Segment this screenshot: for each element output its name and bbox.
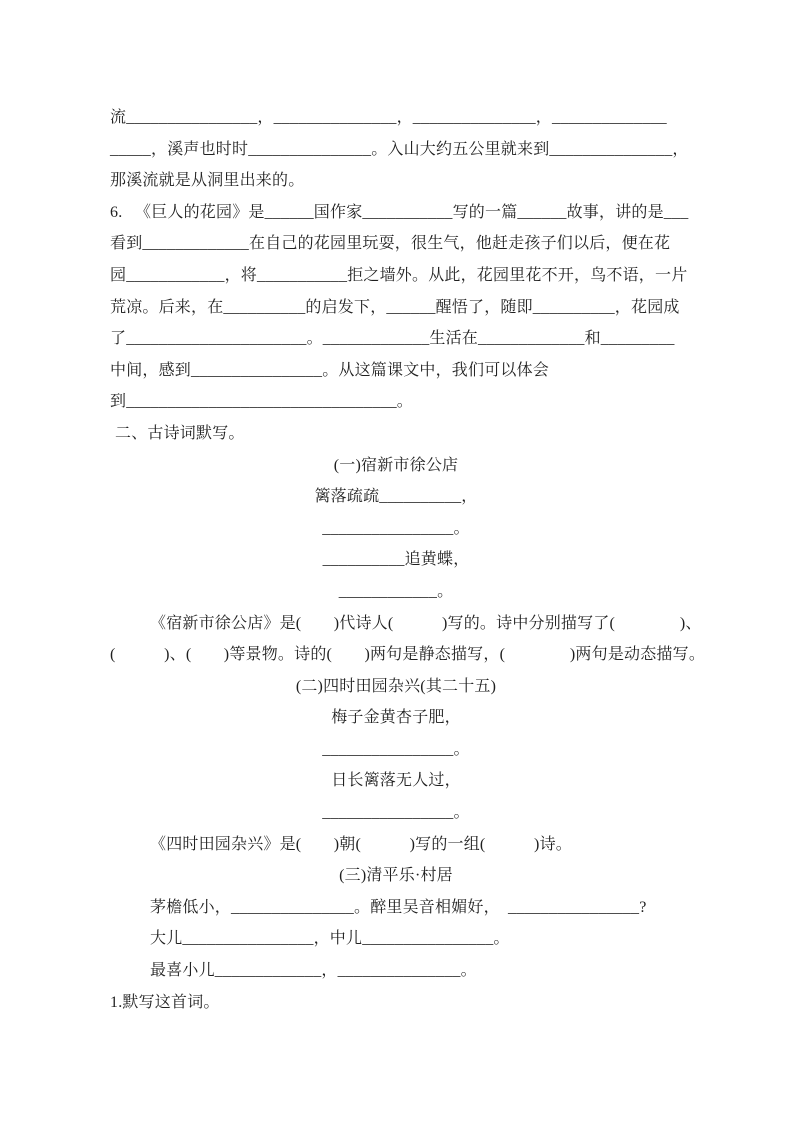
- poem2-verse-2: ________________。: [322, 740, 470, 758]
- q6-line-2: 看到_____________在自己的花园里玩耍，很生气，他赶走孩子们以后，便在花: [110, 235, 671, 253]
- poem3-title: (三)清平乐·村居: [339, 867, 453, 885]
- worksheet-content: [110, 102, 706, 1018]
- poem1-question-line-1: 《宿新市徐公店》是( )代诗人( )写的。诗中分别描写了( )、: [150, 614, 702, 632]
- poem2-verse-4: ________________。: [322, 804, 470, 822]
- poem3-verse-1: 茅檐低小，_______________。醉里吴音相媚好， ________________?: [150, 898, 647, 916]
- poem3-task-1: 1.默写这首词。: [110, 993, 220, 1011]
- q6-line-7: 到_________________________________。: [110, 393, 413, 411]
- poem1-verse-3: __________追黄蝶，: [322, 551, 470, 569]
- q5-fill-line-2: _____，溪声也时时_______________。入山大约五公里就来到_______________，: [110, 140, 689, 158]
- q6-line-5: 了______________________。_____________生活在_____________和_________: [110, 330, 675, 348]
- poem2-question: 《四时田园杂兴》是( )朝( )写的一组( )诗。: [150, 835, 572, 853]
- section2-heading: 二、古诗词默写。: [115, 424, 245, 442]
- poem2-verse-1: 梅子金黄杏子肥，: [331, 709, 461, 727]
- q6-line-4: 荒凉。后来，在__________的启发下，______醒悟了，随即__________，花园成: [110, 298, 680, 316]
- poem3-verse-3: 最喜小儿_____________，_______________。: [150, 962, 477, 980]
- q6-line-3: 园____________，将___________拒之墙外。从此，花园里花不开，鸟不语，一片: [110, 266, 688, 284]
- q5-fill-line-3: 那溪流就是从洞里出来的。: [110, 172, 305, 190]
- poem1-verse-1: 篱落疏疏__________，: [314, 488, 478, 506]
- poem2-verse-3: 日长篱落无人过，: [331, 772, 461, 790]
- q5-fill-line-1: 流________________，_______________，_______________，______________: [110, 109, 667, 126]
- poem1-verse-4: ____________。: [338, 582, 454, 600]
- poem3-verse-2: 大儿________________，中儿________________。: [150, 930, 510, 948]
- poem1-verse-2: ________________。: [322, 519, 470, 537]
- q6-line-1: 6. 《巨人的花园》是______国作家___________写的一篇______故事，讲的是___: [110, 203, 689, 221]
- poem2-title: (二)四时田园杂兴(其二十五): [295, 677, 497, 695]
- poem1-title: (一)宿新市徐公店: [333, 456, 459, 474]
- q6-line-6: 中间，感到________________。从这篇课文中，我们可以体会: [110, 361, 550, 379]
- poem1-question-line-2: ( )、( )等景物。诗的( )两句是静态描写，( )两句是动态描写。: [110, 646, 706, 664]
